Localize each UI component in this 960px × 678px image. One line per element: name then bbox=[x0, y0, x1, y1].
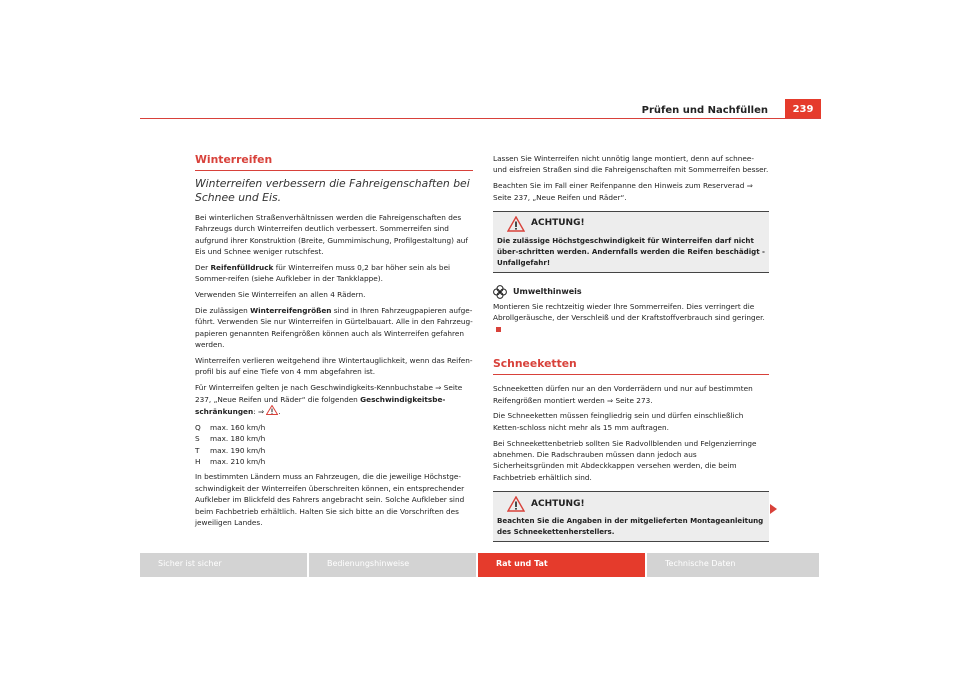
environment-note-text: Montieren Sie rechtzeitig wieder Ihre Sommerreifen. Dies verringert die Abrollgeräusche, der Verschleiß und der Kraftstoffverbrauch sind geringer. bbox=[493, 301, 769, 335]
warning-label: ACHTUNG! bbox=[531, 498, 585, 509]
paragraph: Schneeketten dürfen nur an den Vorderrädern und nur auf bestimmten Reifengrößen montiert werden ⇒ Seite 273. bbox=[493, 384, 753, 405]
chapter-tabs bbox=[140, 553, 819, 577]
header-rule bbox=[140, 118, 821, 119]
end-marker-icon bbox=[496, 327, 501, 332]
paragraph: Die Schneeketten müssen feingliedrig sein und dürfen einschließlich Ketten-schloss nicht mehr als 15 mm auftragen. bbox=[493, 411, 744, 432]
paragraph: Für Winterreifen gelten je nach Geschwindigkeits-Kennbuchstabe ⇒ Seite 237, „Neue Reifen und Räder“ die folgenden Geschwindigkeitsbe-schränkungen: ⇒ . bbox=[195, 383, 463, 417]
warning-text: Die zulässige Höchstgeschwindigkeit für Winterreifen darf nicht über-schritten werden. Andernfalls werden die Reifen beschädigt - Unfallgefahr! bbox=[497, 236, 766, 268]
tab-rat-und-tat[interactable]: Rat und Tat bbox=[478, 553, 645, 577]
paragraph: Der Reifenfülldruck für Winterreifen muss 0,2 bar höher sein als bei Sommer-reifen (siehe Aufkleber in der Tankklappe). bbox=[195, 263, 451, 284]
warning-box bbox=[493, 491, 769, 542]
environment-flower-icon bbox=[493, 285, 507, 299]
left-column bbox=[195, 153, 473, 533]
warning-label: ACHTUNG! bbox=[531, 218, 585, 229]
paragraph: Lassen Sie Winterreifen nicht unnötig lange montiert, denn auf schnee- und eisfreien Straßen sind die Fahreigenschaften mit Sommerreifen besser. bbox=[493, 154, 769, 175]
paragraph: Winterreifen verlieren weitgehend ihre Wintertauglichkeit, wenn das Reifen-profil bis auf eine Tiefe von 4 mm abgefahren ist. bbox=[195, 356, 473, 377]
section-subheading: Winterreifen verbessern die Fahreigenschaften bei Schnee und Eis. bbox=[195, 177, 470, 204]
speed-limit-list bbox=[195, 422, 473, 468]
warning-box bbox=[493, 211, 769, 273]
speed-limit-row: T max. 190 km/h bbox=[195, 445, 266, 455]
tab-sicher-ist-sicher[interactable]: Sicher ist sicher bbox=[140, 553, 307, 577]
paragraph: Verwenden Sie Winterreifen an allen 4 Rädern. bbox=[195, 290, 366, 300]
section-heading-winterreifen: Winterreifen bbox=[195, 153, 473, 171]
environment-note-label: Umwelthinweis bbox=[513, 287, 582, 297]
warning-triangle-icon bbox=[266, 405, 278, 415]
paragraph: Beachten Sie im Fall einer Reifenpanne den Hinweis zum Reserverad ⇒ Seite 237, „Neue Reifen und Räder“. bbox=[493, 181, 753, 202]
warning-triangle-icon bbox=[507, 216, 525, 232]
environment-note-header bbox=[493, 285, 769, 299]
warning-triangle-icon bbox=[507, 496, 525, 512]
speed-limit-row: S max. 180 km/h bbox=[195, 434, 266, 444]
right-column bbox=[493, 153, 769, 554]
speed-limit-row: H max. 210 km/h bbox=[195, 457, 266, 467]
warning-text: Beachten Sie die Angaben in der mitgelieferten Montageanleitung des Schneekettenherstellers. bbox=[497, 516, 764, 537]
paragraph: In bestimmten Ländern muss an Fahrzeugen, die die jeweilige Höchstge-schwindigkeit der Winterreifen überschreiten können, ein entsprechender Aufkleber im Blickfeld des Fahrers angebracht sein. Solche Aufkleber sind beim Fachbetrieb erhältlich. Halten Sie sich bitte an die Vorschriften des jeweiligen Landes. bbox=[195, 472, 465, 528]
header-title: Prüfen und Nachfüllen bbox=[641, 105, 768, 116]
tab-technische-daten[interactable]: Technische Daten bbox=[647, 553, 819, 577]
tab-bedienungshinweise[interactable]: Bedienungshinweise bbox=[309, 553, 476, 577]
continue-arrow-icon bbox=[770, 504, 777, 514]
paragraph: Bei Schneekettenbetrieb sollten Sie Radvollblenden und Felgenzierringe abnehmen. Die Radschrauben müssen dann jedoch aus Sicherheitsgründen mit Abdeckkappen versehen werden, die beim Fachbetrieb erhältlich sind. bbox=[493, 438, 757, 482]
paragraph: Die zulässigen Winterreifengrößen sind in Ihren Fahrzeugpapieren aufge-führt. Verwenden Sie nur Winterreifen in Gürtelbauart. Alle in den Fahrzeug-papieren genannten Reifengrößen können auch als Winterreifen gefahren werden. bbox=[195, 306, 473, 350]
speed-limit-row: Q max. 160 km/h bbox=[195, 422, 266, 432]
paragraph: Bei winterlichen Straßenverhältnissen werden die Fahreigenschaften des Fahrzeugs durch Winterreifen deutlich verbessert. Sommerreifen sind aufgrund ihrer Konstruktion (Breite, Gummimischung, Profilgestaltung) auf Eis und Schnee weniger rutschfest. bbox=[195, 213, 468, 257]
section-heading-schneeketten: Schneeketten bbox=[493, 357, 769, 375]
page-number: 239 bbox=[785, 99, 821, 119]
